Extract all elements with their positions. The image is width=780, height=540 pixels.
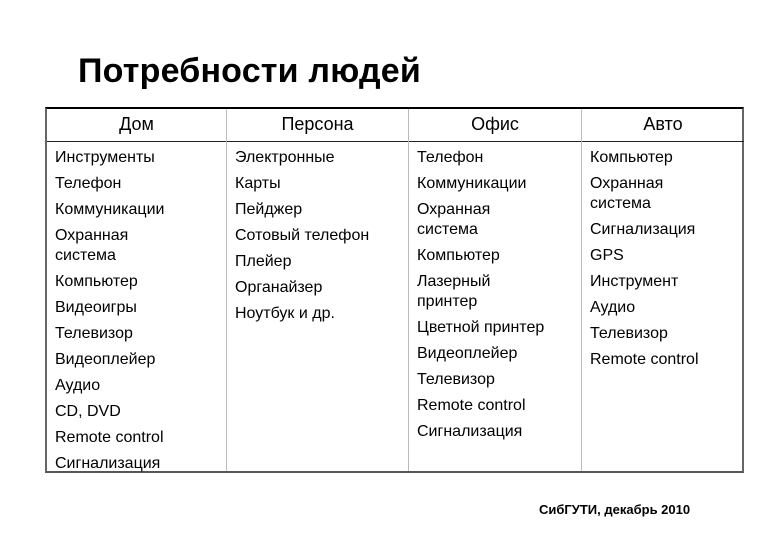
page-title: Потребности людей bbox=[78, 52, 421, 90]
list-item: Телефон bbox=[417, 149, 484, 166]
list-item: Лазерный принтер bbox=[417, 273, 491, 310]
column-header: Персона bbox=[227, 109, 408, 142]
list-item: Электронные bbox=[235, 149, 335, 166]
list-item: Remote control bbox=[417, 397, 526, 414]
list-item: Пейджер bbox=[235, 201, 303, 218]
column-header: Дом bbox=[47, 109, 226, 142]
list-item: Remote control bbox=[55, 429, 164, 446]
list-item: Аудио bbox=[590, 299, 636, 316]
list-item: Инструмент bbox=[590, 273, 679, 290]
list-item: Видеоигры bbox=[55, 299, 137, 316]
list-item: Органайзер bbox=[235, 279, 323, 296]
needs-table bbox=[45, 107, 744, 473]
list-item: Сигнализация bbox=[590, 221, 696, 238]
list-item: Плейер bbox=[235, 253, 292, 270]
list-item: Коммуникации bbox=[417, 175, 527, 192]
list-item: Сотовый телефон bbox=[235, 227, 370, 244]
list-item: Охранная система bbox=[590, 175, 664, 212]
list-item: Компьютер bbox=[55, 273, 138, 290]
list-item: Охранная система bbox=[55, 227, 129, 264]
column-person bbox=[226, 109, 408, 471]
column-header: Офис bbox=[409, 109, 581, 142]
list-item: Телевизор bbox=[55, 325, 133, 342]
list-item: Коммуникации bbox=[55, 201, 165, 218]
list-item: Телевизор bbox=[590, 325, 668, 342]
item-list bbox=[582, 142, 744, 370]
column-office bbox=[408, 109, 581, 471]
list-item: Телефон bbox=[55, 175, 122, 192]
item-list bbox=[409, 142, 581, 442]
list-item: CD, DVD bbox=[55, 403, 121, 420]
column-header: Авто bbox=[582, 109, 744, 142]
column-auto bbox=[581, 109, 744, 471]
item-list bbox=[47, 142, 226, 474]
list-item: GPS bbox=[590, 247, 624, 264]
list-item: Инструменты bbox=[55, 149, 155, 166]
list-item: Цветной принтер bbox=[417, 319, 545, 336]
list-item: Охранная система bbox=[417, 201, 491, 238]
list-item: Компьютер bbox=[590, 149, 673, 166]
list-item: Телевизор bbox=[417, 371, 495, 388]
list-item: Видеоплейер bbox=[55, 351, 156, 368]
footer-caption: СибГУТИ, декабрь 2010 bbox=[539, 502, 691, 517]
item-list bbox=[227, 142, 408, 324]
list-item: Аудио bbox=[55, 377, 101, 394]
list-item: Карты bbox=[235, 175, 281, 192]
list-item: Видеоплейер bbox=[417, 345, 518, 362]
column-home bbox=[47, 109, 226, 471]
list-item: Remote control bbox=[590, 351, 699, 368]
list-item: Компьютер bbox=[417, 247, 500, 264]
list-item: Сигнализация bbox=[55, 455, 161, 472]
list-item: Ноутбук и др. bbox=[235, 305, 335, 322]
list-item: Сигнализация bbox=[417, 423, 523, 440]
